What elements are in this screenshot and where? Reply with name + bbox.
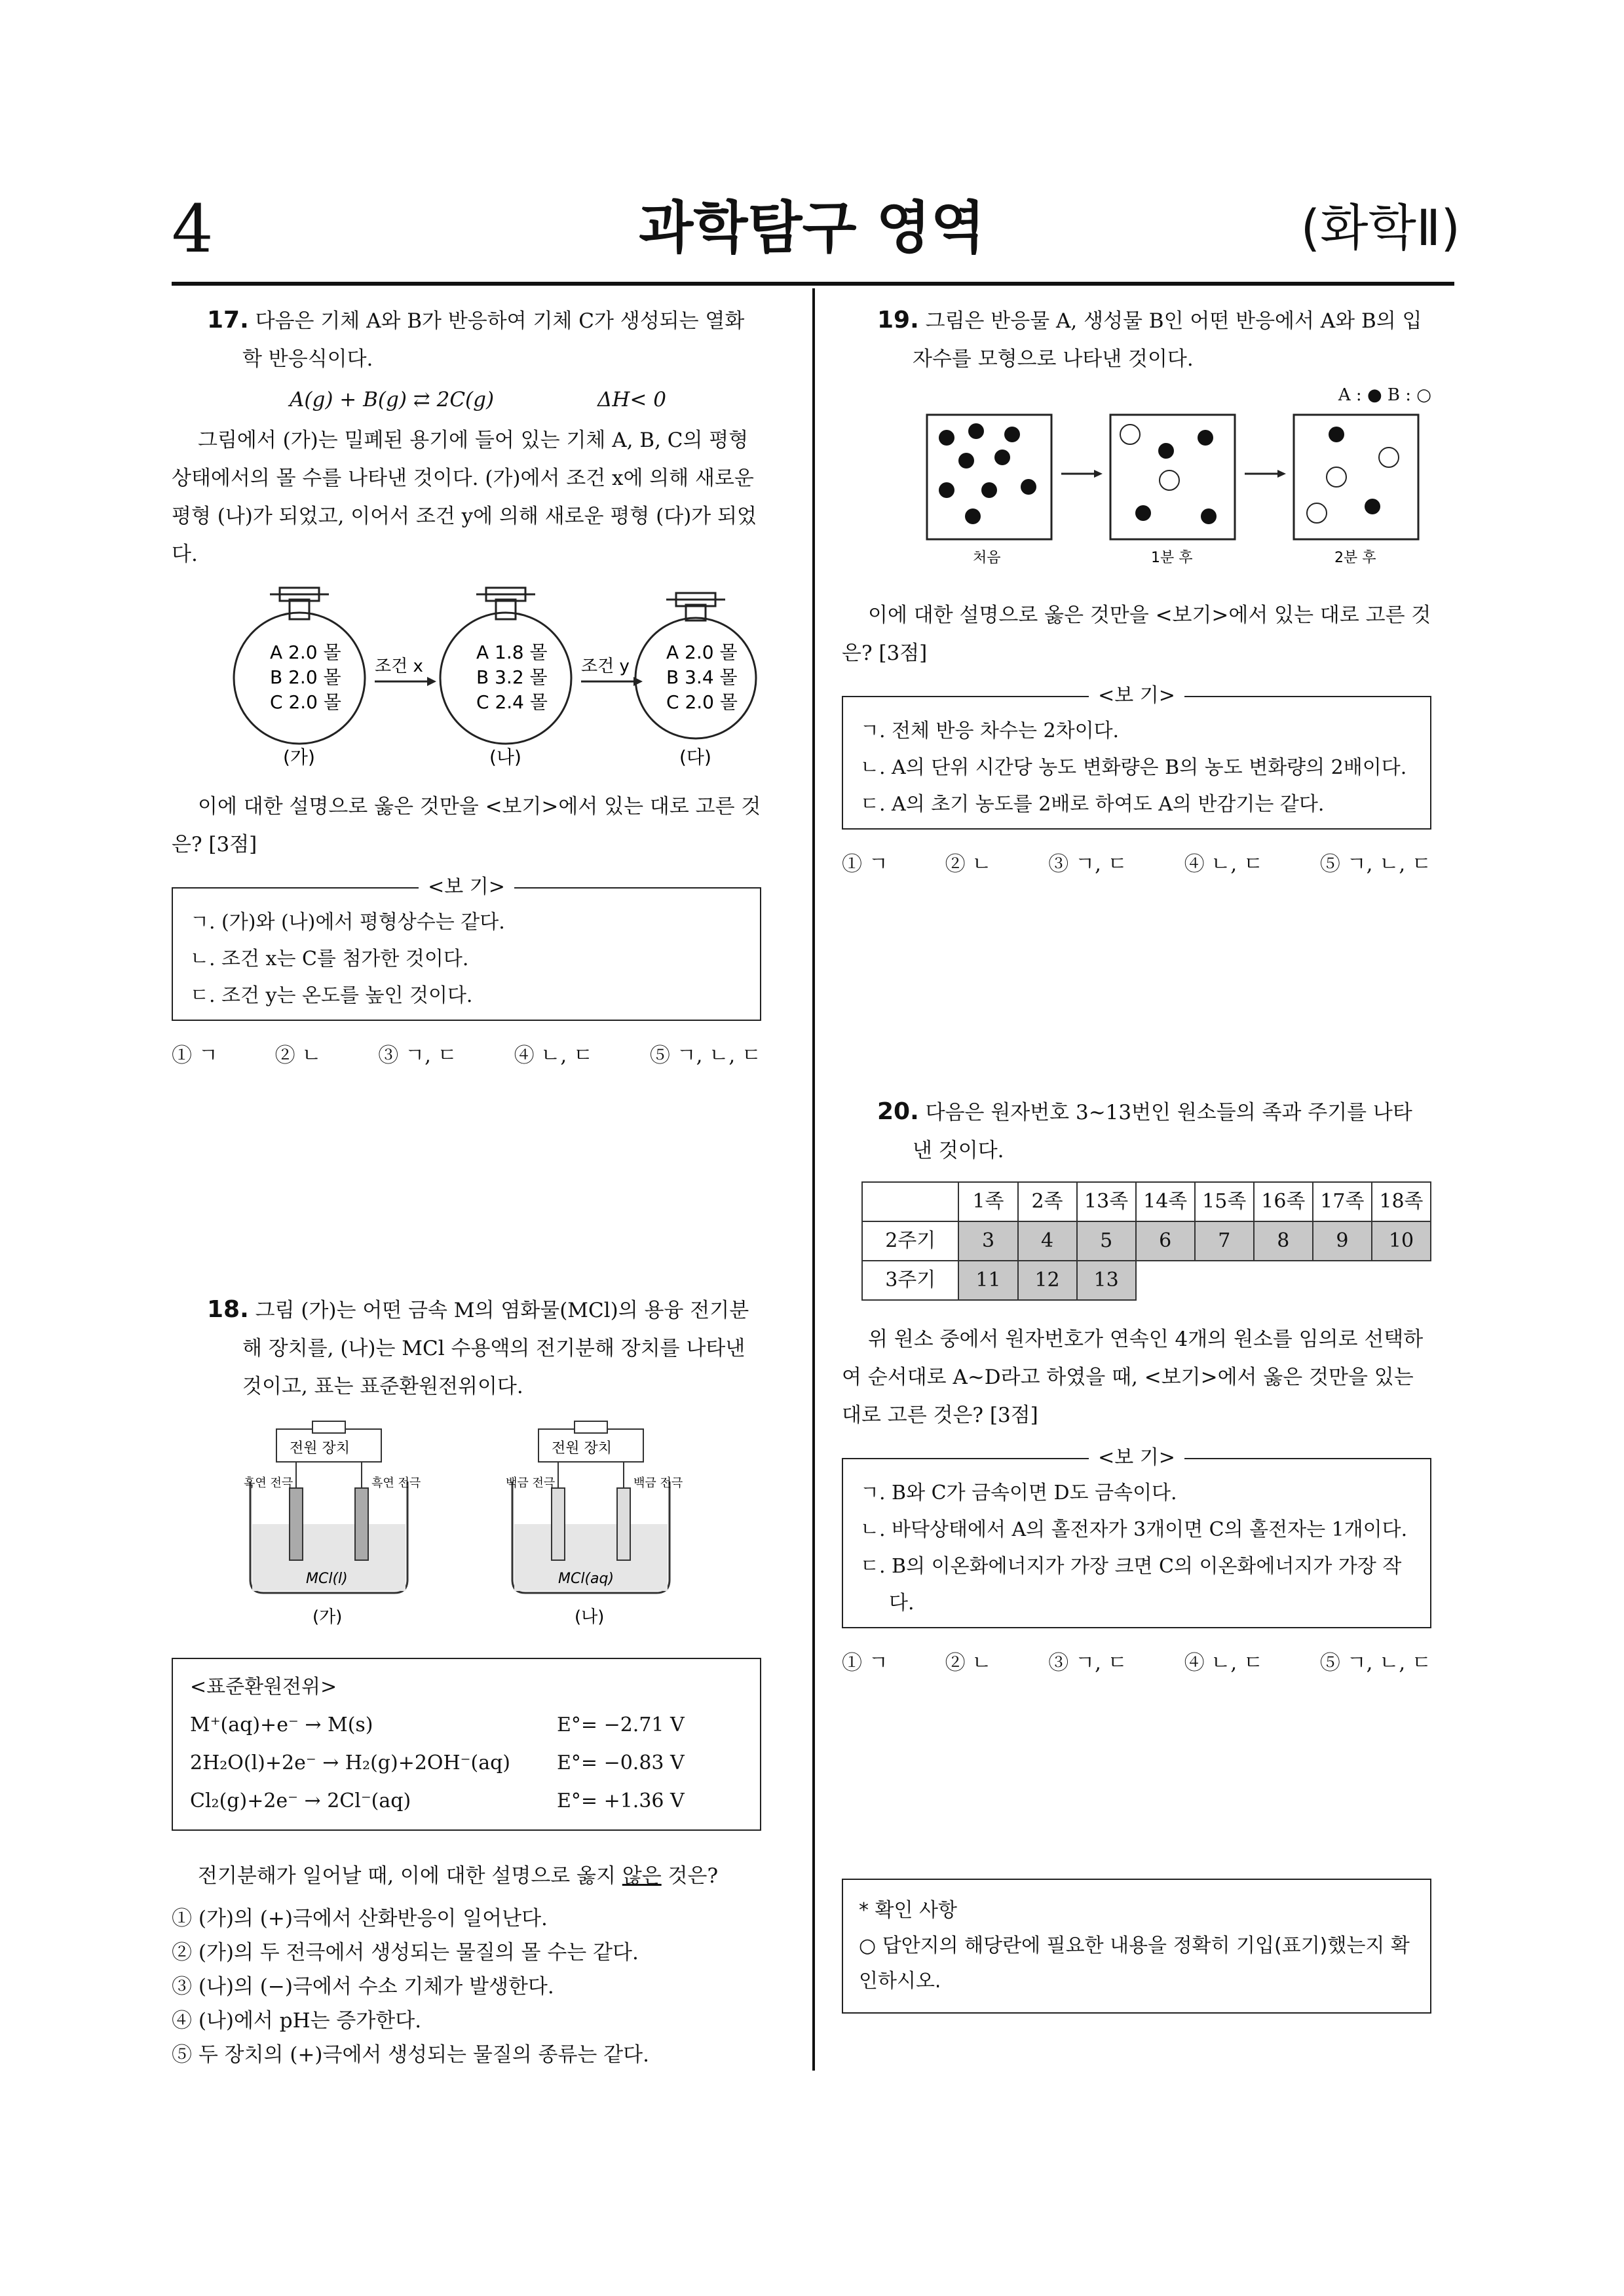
choice-2[interactable]: ② ㄴ	[945, 1651, 992, 1675]
reaction-e: E°= +1.36 V	[557, 1789, 685, 1812]
element-cell: 10	[1372, 1221, 1431, 1261]
element-cell: 7	[1195, 1221, 1254, 1261]
choice-4[interactable]: ④ (나)에서 pH는 증가한다.	[172, 2009, 422, 2033]
bogi-title: <보 기>	[1089, 1446, 1184, 1469]
bogi-title: <보 기>	[419, 875, 514, 898]
question-20	[842, 1093, 1431, 1682]
choice-4[interactable]: ④ ㄴ, ㄷ	[1184, 852, 1264, 876]
bogi-item: ㄴ. 조건 x는 C를 첨가한 것이다.	[190, 947, 469, 970]
apparatus-ga	[244, 1421, 421, 1627]
group-header: 18족	[1372, 1182, 1431, 1221]
flask-da-line2: B 3.4 몰	[666, 666, 738, 688]
apparatus-na	[506, 1421, 683, 1627]
element-cell: 9	[1313, 1221, 1372, 1261]
question-text: 그림에서 (가)는 밀폐된 용기에 들어 있는 기체 A, B, C의 평형상태에서의 몰 수를 나타낸 것이다. (가)에서 조건 x에 의해 새로운 평형 (나)가 되었고, 이어서 조건 y에 의해 새로운 평형 (다)가 되었다.	[172, 429, 757, 566]
power-label: 전원 장치	[552, 1440, 613, 1457]
arrow-x-label: 조건 x	[375, 657, 423, 676]
question-intro: 다음은 기체 A와 B가 반응하여 기체 C가 생성되는 열화학 반응식이다.	[242, 309, 745, 371]
group-header: 1족	[958, 1182, 1017, 1221]
bogi-box	[172, 875, 761, 1021]
panel-1min	[1110, 415, 1235, 566]
answer-choices	[842, 845, 1431, 883]
flask-ga-line3: C 2.0 몰	[270, 691, 341, 713]
element-cell: 6	[1136, 1221, 1195, 1261]
question-number: 17.	[207, 307, 249, 334]
panel-label: 2분 후	[1334, 550, 1376, 566]
potential-table	[172, 1658, 761, 1831]
periodic-table	[861, 1181, 1431, 1301]
choice-1[interactable]: ① ㄱ	[842, 852, 888, 876]
bogi-item: ㄱ. B와 C가 금속이면 D도 금속이다.	[860, 1482, 1177, 1504]
question-number: 18.	[207, 1296, 249, 1323]
question-prompt: 전기분해가 일어날 때, 이에 대한 설명으로 옳지 않은 것은?	[198, 1864, 719, 1888]
panel-2min	[1294, 415, 1418, 566]
question-17	[172, 301, 761, 1075]
element-cell: 11	[958, 1261, 1017, 1300]
bogi-item: ㄱ. (가)와 (나)에서 평형상수는 같다.	[190, 911, 505, 934]
choice-1[interactable]: ① (가)의 (+)극에서 산화반응이 일어난다.	[172, 1907, 548, 1930]
choice-3[interactable]: ③ (나)의 (−)극에서 수소 기체가 발생한다.	[172, 1975, 554, 1999]
group-header: 16족	[1254, 1182, 1313, 1221]
question-intro: 그림 (가)는 어떤 금속 M의 염화물(MCl)의 용융 전기분해 장치를, (나)는 MCl 수용액의 전기분해 장치를 나타낸 것이고, 표는 표준환원전위이다.	[242, 1299, 749, 1398]
choice-1[interactable]: ① ㄱ	[842, 1651, 888, 1675]
note-title: * 확인 사항	[859, 1899, 957, 1922]
panel-label: 1분 후	[1151, 550, 1193, 566]
reaction-eq: 2H₂O(l)+2e⁻ → H₂(g)+2OH⁻(aq)	[190, 1751, 511, 1774]
question-prompt: 이에 대한 설명으로 옳은 것만을 <보기>에서 있는 대로 고른 것은? [3점]	[842, 603, 1431, 665]
page-number: 4	[172, 191, 214, 267]
bogi-box	[842, 1446, 1431, 1628]
flask-da-line1: A 2.0 몰	[666, 641, 738, 663]
group-header: 13족	[1077, 1182, 1136, 1221]
group-header: 2족	[1018, 1182, 1077, 1221]
choice-5[interactable]: ⑤ ㄱ, ㄴ, ㄷ	[1319, 1651, 1431, 1675]
left-electrode-label: 백금 전극	[506, 1476, 556, 1490]
panel-label: 처음	[973, 550, 1001, 566]
flask-ga-label: (가)	[283, 746, 315, 768]
apparatus-label: (나)	[575, 1607, 605, 1627]
table-corner	[862, 1182, 958, 1221]
table-title: <표준환원전위>	[190, 1675, 337, 1698]
bogi-item: ㄴ. 바닥상태에서 A의 홀전자가 3개이면 C의 홀전자는 1개이다.	[860, 1518, 1408, 1541]
column-divider	[812, 288, 815, 2071]
choice-3[interactable]: ③ ㄱ, ㄷ	[1048, 852, 1127, 876]
flask-na	[440, 588, 571, 768]
group-header: 17족	[1313, 1182, 1372, 1221]
element-cell: 5	[1077, 1221, 1136, 1261]
element-cell: 3	[958, 1221, 1017, 1261]
reaction-eq: M⁺(aq)+e⁻ → M(s)	[190, 1713, 373, 1736]
check-note	[842, 1879, 1431, 2014]
power-label: 전원 장치	[290, 1440, 350, 1457]
group-header: 14족	[1136, 1182, 1195, 1221]
particle-legend: A : ● B : ○	[1338, 385, 1431, 405]
flask-da-label: (다)	[679, 746, 711, 768]
apparatus-label: (가)	[312, 1607, 343, 1627]
bogi-item: ㄱ. 전체 반응 차수는 2차이다.	[860, 719, 1120, 742]
choice-5[interactable]: ⑤ ㄱ, ㄴ, ㄷ	[1319, 852, 1431, 876]
flask-na-line1: A 1.8 몰	[476, 641, 548, 663]
panel-start	[927, 415, 1051, 566]
flask-ga-line2: B 2.0 몰	[270, 666, 341, 688]
bogi-title: <보 기>	[1089, 684, 1184, 707]
electrolysis-diagram	[172, 1416, 761, 1632]
reaction-eq: Cl₂(g)+2e⁻ → 2Cl⁻(aq)	[190, 1789, 411, 1812]
question-prompt: 이에 대한 설명으로 옳은 것만을 <보기>에서 있는 대로 고른 것은? [3점]	[172, 795, 761, 856]
reaction-e: E°= −0.83 V	[557, 1751, 685, 1774]
flask-da-line3: C 2.0 몰	[666, 691, 738, 713]
question-number: 19.	[877, 307, 919, 334]
solution-label: MCl(l)	[306, 1571, 348, 1587]
choice-4[interactable]: ④ ㄴ, ㄷ	[1184, 1651, 1264, 1675]
choice-5[interactable]: ⑤ 두 장치의 (+)극에서 생성되는 물질의 종류는 같다.	[172, 2043, 649, 2067]
answer-choices	[172, 1902, 761, 2072]
flask-ga	[234, 588, 365, 768]
choice-3[interactable]: ③ ㄱ, ㄷ	[378, 1044, 457, 1067]
note-text: ○ 답안지의 해당란에 필요한 내용을 정확히 기입(표기)했는지 확인하시오.	[859, 1934, 1410, 1993]
question-number: 20.	[877, 1098, 919, 1125]
solution-label: MCl(aq)	[558, 1571, 614, 1587]
enthalpy: ΔH< 0	[597, 388, 666, 411]
bogi-box	[842, 684, 1431, 830]
subject-label: (화학Ⅱ)	[1300, 199, 1460, 257]
question-intro: 그림은 반응물 A, 생성물 B인 어떤 반응에서 A와 B의 입자수를 모형으로 나타낸 것이다.	[913, 309, 1422, 371]
question-18	[172, 1291, 761, 2072]
group-header: 15족	[1195, 1182, 1254, 1221]
flask-diagram	[172, 573, 761, 770]
bogi-item: ㄷ. B의 이온화에너지가 가장 크면 C의 이온화에너지가 가장 작다.	[860, 1555, 1402, 1615]
choice-2[interactable]: ② ㄴ	[945, 852, 992, 876]
period-header: 2주기	[862, 1221, 958, 1261]
choice-1[interactable]: ① ㄱ	[172, 1044, 218, 1067]
left-electrode-label: 흑연 전극	[244, 1476, 293, 1490]
header-rule	[172, 282, 1454, 286]
period-header: 3주기	[862, 1261, 958, 1300]
bogi-item: ㄴ. A의 단위 시간당 농도 변화량은 B의 농도 변화량의 2배이다.	[860, 756, 1407, 779]
flask-na-line2: B 3.2 몰	[476, 666, 548, 688]
question-text: 위 원소 중에서 원자번호가 연속인 4개의 원소를 임의로 선택하여 순서대로 A~D라고 하였을 때, <보기>에서 옳은 것만을 있는 대로 고른 것은? [3점]	[842, 1328, 1424, 1427]
choice-3[interactable]: ③ ㄱ, ㄷ	[1048, 1651, 1127, 1675]
right-column	[842, 301, 1431, 2014]
bogi-item: ㄷ. A의 초기 농도를 2배로 하여도 A의 반감기는 같다.	[860, 793, 1325, 816]
arrow-x	[375, 657, 436, 686]
element-cell: 12	[1018, 1261, 1077, 1300]
flask-ga-line1: A 2.0 몰	[270, 641, 341, 663]
flask-na-line3: C 2.4 몰	[476, 691, 548, 713]
arrow-y	[581, 657, 643, 686]
choice-2[interactable]: ② (가)의 두 전극에서 생성되는 물질의 몰 수는 같다.	[172, 1941, 639, 1964]
flask-da	[635, 593, 756, 768]
answer-choices	[842, 1644, 1431, 1682]
choice-5[interactable]: ⑤ ㄱ, ㄴ, ㄷ	[649, 1044, 761, 1067]
question-19	[842, 301, 1431, 883]
element-cell: 13	[1077, 1261, 1136, 1300]
left-column	[172, 301, 761, 2072]
right-electrode-label: 백금 전극	[633, 1476, 683, 1490]
arrow-y-label: 조건 y	[581, 657, 630, 676]
element-cell: 8	[1254, 1221, 1313, 1261]
choice-2[interactable]: ② ㄴ	[274, 1044, 322, 1067]
right-electrode-label: 흑연 전극	[371, 1476, 421, 1490]
choice-4[interactable]: ④ ㄴ, ㄷ	[514, 1044, 594, 1067]
question-intro: 다음은 원자번호 3~13번인 원소들의 족과 주기를 나타낸 것이다.	[913, 1101, 1412, 1162]
particle-model-diagram	[842, 408, 1431, 572]
flask-na-label: (나)	[489, 746, 521, 768]
thermo-equation: A(g) + B(g) ⇄ 2C(g)	[290, 388, 495, 411]
answer-choices	[172, 1037, 761, 1075]
page-title: 과학탐구 영역	[639, 195, 985, 261]
element-cell: 4	[1018, 1221, 1077, 1261]
reaction-e: E°= −2.71 V	[557, 1713, 685, 1736]
bogi-item: ㄷ. 조건 y는 온도를 높인 것이다.	[190, 984, 473, 1007]
